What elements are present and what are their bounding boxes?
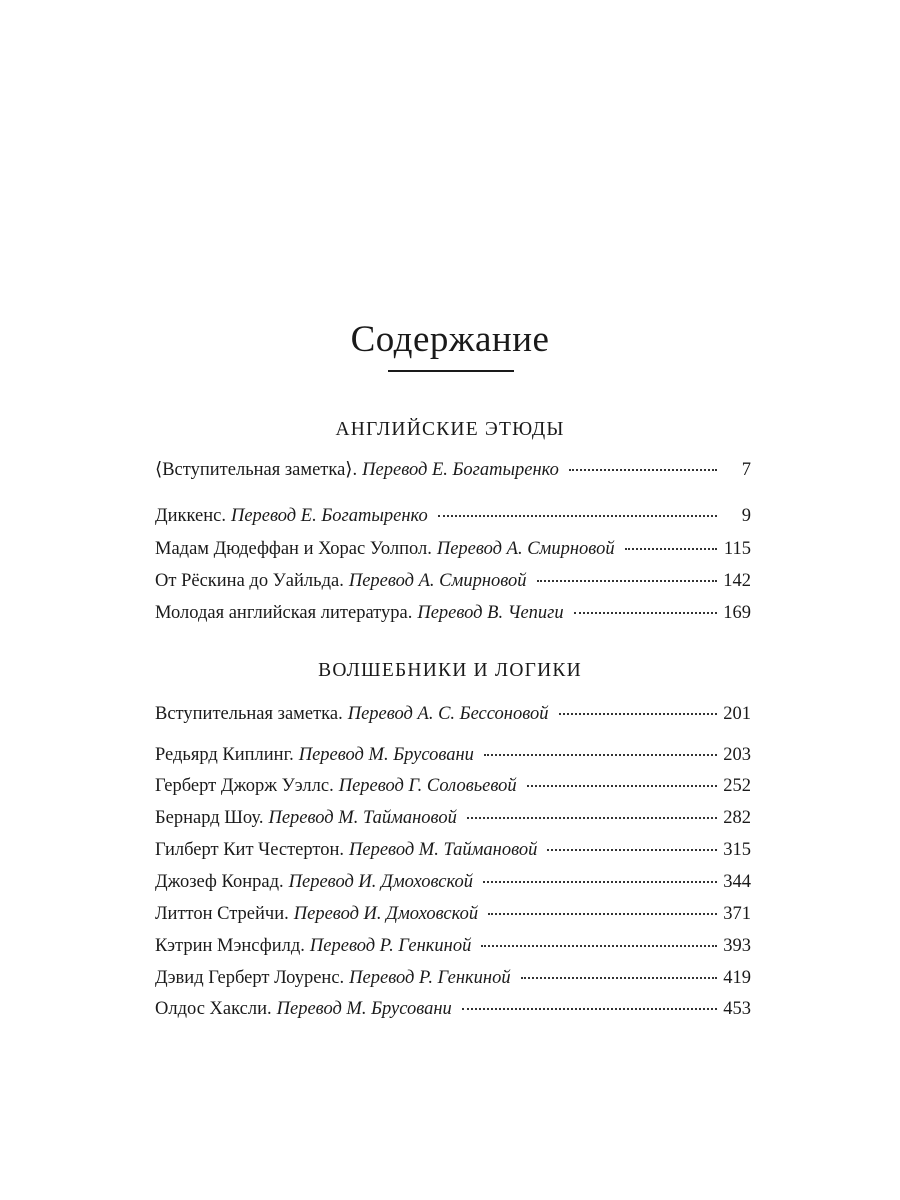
page-number: 203 xyxy=(723,745,751,765)
page-number: 169 xyxy=(723,603,751,623)
entry-title: ⟨Вступительная заметка⟩. xyxy=(155,460,358,480)
toc-entry[interactable] xyxy=(155,774,751,798)
entry-title: Гилберт Кит Честертон. xyxy=(155,840,344,860)
entry-title: Кэтрин Мэнсфилд. xyxy=(155,936,305,956)
page-number: 393 xyxy=(723,936,751,956)
dot-leader xyxy=(467,817,717,819)
toc-entry[interactable] xyxy=(155,966,751,990)
page-title: Содержание xyxy=(350,319,550,360)
page-number: 453 xyxy=(723,999,751,1019)
toc-entry[interactable] xyxy=(155,934,751,958)
toc-entry[interactable] xyxy=(155,458,751,482)
dot-leader xyxy=(559,713,718,715)
page-number: 282 xyxy=(723,808,751,828)
entry-title: Диккенс. xyxy=(155,506,226,526)
entry-title: Джозеф Конрад. xyxy=(155,872,284,892)
entry-translator: Перевод И. Дмоховской xyxy=(288,872,473,892)
dot-leader xyxy=(625,548,717,550)
dot-leader xyxy=(521,977,717,979)
dot-leader xyxy=(462,1008,717,1010)
entry-translator: Перевод А. Смирновой xyxy=(436,539,615,559)
dot-leader xyxy=(483,881,717,883)
entry-title: Мадам Дюдеффан и Хорас Уолпол. xyxy=(155,539,432,559)
entry-translator: Перевод И. Дмоховской xyxy=(293,904,479,924)
title-underline xyxy=(388,370,514,372)
entry-translator: Перевод Г. Соловьевой xyxy=(338,776,517,796)
entry-translator: Перевод М. Таймановой xyxy=(268,808,457,828)
entry-translator: Перевод А. Смирновой xyxy=(348,571,527,591)
entry-translator: Перевод Р. Генкиной xyxy=(349,968,511,988)
entry-translator: Перевод М. Брусовани xyxy=(276,999,452,1019)
entry-title: Молодая английская литература. xyxy=(155,603,413,623)
dot-leader xyxy=(574,612,717,614)
dot-leader xyxy=(569,469,717,471)
entry-title: Бернард Шоу. xyxy=(155,808,264,828)
entry-translator: Перевод Е. Богатыренко xyxy=(362,460,559,480)
entry-translator: Перевод М. Таймановой xyxy=(349,840,538,860)
toc-entry[interactable] xyxy=(155,997,751,1021)
page-number: 419 xyxy=(723,968,751,988)
entry-title: От Рёскина до Уайльда. xyxy=(155,571,344,591)
toc-entry[interactable] xyxy=(155,601,751,625)
entry-title: Вступительная заметка. xyxy=(155,704,343,724)
entry-translator: Перевод А. С. Бессоновой xyxy=(347,704,549,724)
entry-translator: Перевод М. Брусовани xyxy=(298,745,474,765)
toc-entry[interactable] xyxy=(155,806,751,830)
entry-translator: Перевод В. Чепиги xyxy=(417,603,564,623)
toc-entry[interactable] xyxy=(155,902,751,926)
entry-translator: Перевод Р. Генкиной xyxy=(309,936,472,956)
page-number: 252 xyxy=(723,776,751,796)
page-number: 7 xyxy=(741,460,751,480)
toc-entry[interactable] xyxy=(155,504,751,528)
entry-title: Дэвид Герберт Лоуренс. xyxy=(155,968,345,988)
dot-leader xyxy=(537,580,717,582)
dot-leader xyxy=(527,785,717,787)
entry-title: Литтон Стрейчи. xyxy=(155,904,289,924)
entry-title: Редьярд Киплинг. xyxy=(155,745,294,765)
toc-entry[interactable] xyxy=(155,870,751,894)
toc-entry[interactable] xyxy=(155,702,751,726)
page-number: 115 xyxy=(723,539,751,559)
dot-leader xyxy=(488,913,717,915)
dot-leader xyxy=(481,945,717,947)
page-number: 344 xyxy=(723,872,751,892)
section-heading-english-etudes: АНГЛИЙСКИЕ ЭТЮДЫ xyxy=(335,419,565,440)
toc-entry[interactable] xyxy=(155,743,751,767)
entry-title: Герберт Джорж Уэллс. xyxy=(155,776,334,796)
dot-leader xyxy=(484,754,717,756)
entry-title: Олдос Хаксли. xyxy=(155,999,272,1019)
section-heading-wizards-and-logicians: ВОЛШЕБНИКИ И ЛОГИКИ xyxy=(318,660,582,681)
entry-translator: Перевод Е. Богатыренко xyxy=(230,506,428,526)
dot-leader xyxy=(547,849,717,851)
toc-entry[interactable] xyxy=(155,569,751,593)
page-number: 315 xyxy=(723,840,751,860)
toc-entry[interactable] xyxy=(155,537,751,561)
page-number: 201 xyxy=(723,704,751,724)
toc-entry[interactable] xyxy=(155,838,751,862)
page-number: 9 xyxy=(741,506,751,526)
page-number: 371 xyxy=(723,904,751,924)
page-number: 142 xyxy=(723,571,751,591)
dot-leader xyxy=(438,515,717,517)
